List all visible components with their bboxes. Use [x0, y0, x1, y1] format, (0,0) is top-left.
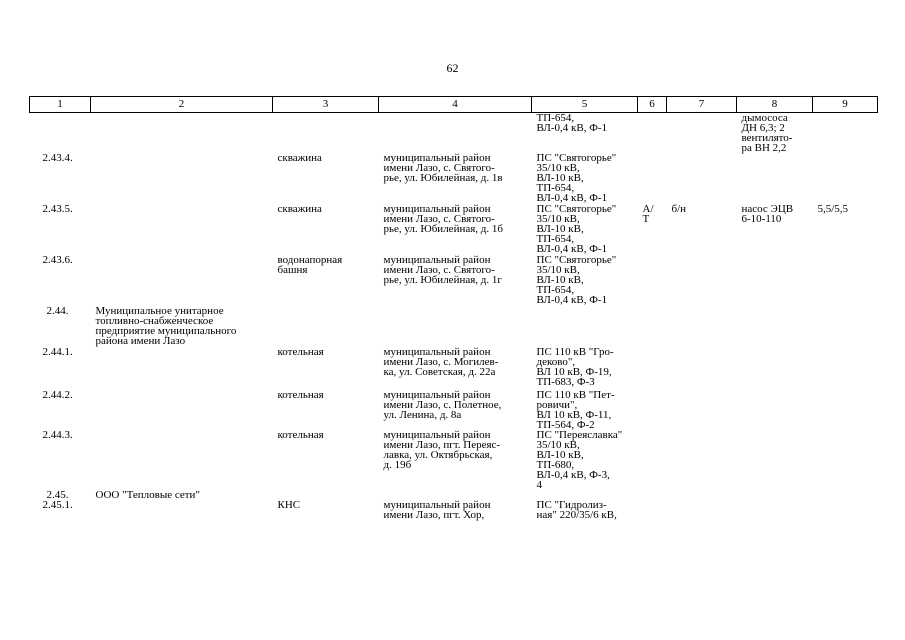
cell-address: муниципальный район имени Лазо, с. Могилев- ка, ул. Советская, д. 22а — [383, 346, 499, 378]
cell-equipment — [737, 500, 813, 524]
column-header-7: 7 — [667, 97, 737, 113]
cell-address — [379, 306, 532, 347]
cell-power — [813, 490, 878, 500]
cell-power — [813, 113, 878, 154]
cell-col7 — [667, 306, 737, 347]
cell-power — [813, 390, 878, 430]
cell-col7 — [667, 430, 737, 490]
table-row — [30, 347, 878, 390]
cell-object: водонапорная башня — [277, 254, 343, 276]
cell-address: муниципальный район имени Лазо, с. Святого- рье, ул. Юбилейная, д. 1б — [383, 203, 503, 235]
cell-col6 — [638, 490, 667, 500]
cell-object: котельная — [277, 346, 324, 358]
cell-organization — [91, 430, 273, 490]
cell-col6 — [638, 347, 667, 390]
cell-object — [273, 306, 379, 347]
column-header-4: 4 — [379, 97, 532, 113]
cell-power — [813, 500, 878, 524]
column-header-6: 6 — [638, 97, 667, 113]
cell-equipment — [737, 390, 813, 430]
cell-equipment: дымососа ДН 6,3; 2 вентилято- ра ВН 2,2 — [741, 112, 793, 154]
table-body — [30, 113, 878, 525]
cell-organization — [91, 204, 273, 255]
page-number: 62 — [446, 61, 459, 75]
table-row — [30, 153, 878, 204]
cell-power — [813, 306, 878, 347]
column-header-1: 1 — [30, 97, 91, 113]
cell-number: 2.43.4. — [42, 152, 73, 164]
cell-power — [813, 430, 878, 490]
cell-equipment — [737, 306, 813, 347]
cell-col6 — [638, 255, 667, 306]
cell-organization: Муниципальное унитарное топливно-снабженческое предприятие муниципального района имени Лазо — [95, 305, 237, 347]
cell-equipment — [737, 490, 813, 500]
cell-col6 — [638, 306, 667, 347]
cell-address: муниципальный район имени Лазо, пгт. Хор, — [383, 499, 491, 521]
cell-col7 — [667, 113, 737, 154]
cell-organization — [91, 153, 273, 204]
cell-address — [379, 113, 532, 154]
cell-power — [813, 255, 878, 306]
cell-object: скважина — [277, 203, 322, 215]
cell-power — [813, 347, 878, 390]
column-header-9: 9 — [813, 97, 878, 113]
cell-col7 — [667, 490, 737, 500]
cell-col7 — [667, 153, 737, 204]
cell-col6: А/ Т — [642, 203, 654, 225]
cell-address: муниципальный район имени Лазо, с. Полетное, ул. Ленина, д. 8а — [383, 389, 502, 421]
cell-number: 2.45. — [46, 489, 69, 501]
cell-number: 2.43.6. — [42, 254, 73, 266]
cell-organization: ООО "Тепловые сети" — [95, 489, 200, 501]
cell-col6 — [638, 153, 667, 204]
column-header-5: 5 — [532, 97, 638, 113]
cell-organization — [91, 390, 273, 430]
cell-equipment — [737, 153, 813, 204]
cell-equipment — [737, 255, 813, 306]
cell-col6 — [638, 390, 667, 430]
table-row — [30, 255, 878, 306]
cell-object: КНС — [277, 499, 301, 511]
cell-power-source: ПС "Гидролиз- ная" 220/35/6 кВ, — [536, 499, 617, 521]
cell-equipment — [737, 347, 813, 390]
cell-organization — [91, 500, 273, 524]
table-row — [30, 390, 878, 430]
table-row — [30, 113, 878, 154]
column-header-3: 3 — [273, 97, 379, 113]
cell-number: 2.44.1. — [42, 346, 73, 358]
cell-col7 — [667, 500, 737, 524]
cell-col7 — [667, 255, 737, 306]
cell-object — [273, 113, 379, 154]
table-row — [30, 430, 878, 490]
cell-number: 2.44.2. — [42, 389, 73, 401]
cell-power-source: ТП-654, ВЛ-0,4 кВ, Ф-1 — [536, 112, 608, 134]
cell-address: муниципальный район имени Лазо, с. Святого- рье, ул. Юбилейная, д. 1в — [383, 152, 503, 184]
cell-power-source — [532, 306, 638, 347]
cell-power: 5,5/5,5 — [817, 203, 849, 215]
cell-power — [813, 153, 878, 204]
cell-power-source: ПС "Святогорье" 35/10 кВ, ВЛ-10 кВ, ТП-654, ВЛ-0,4 кВ, Ф-1 — [536, 254, 617, 306]
cell-number: 2.45.1. — [42, 499, 73, 511]
cell-number: 2.44.3. — [42, 429, 73, 441]
cell-col7: б/н — [671, 203, 687, 215]
cell-object: котельная — [277, 429, 324, 441]
cell-power-source: ПС "Переяславка" 35/10 кВ, ВЛ-10 кВ, ТП-680, ВЛ-0,4 кВ, Ф-3, 4 — [536, 429, 623, 491]
data-table — [29, 96, 878, 524]
cell-object: котельная — [277, 389, 324, 401]
table-header — [30, 97, 878, 113]
cell-organization — [91, 113, 273, 154]
cell-equipment — [737, 430, 813, 490]
cell-col6 — [638, 500, 667, 524]
cell-number — [30, 113, 91, 154]
cell-number: 2.43.5. — [42, 203, 73, 215]
cell-col6 — [638, 430, 667, 490]
cell-address: муниципальный район имени Лазо, пгт. Переяс- лавка, ул. Октябрьская, д. 19б — [383, 429, 501, 471]
cell-col6 — [638, 113, 667, 154]
cell-power-source: ПС 110 кВ "Гро- деково", ВЛ 10 кВ, Ф-19, ТП-683, Ф-3 — [536, 346, 614, 388]
cell-power-source: ПС "Святогорье" 35/10 кВ, ВЛ-10 кВ, ТП-654, ВЛ-0,4 кВ, Ф-1 — [536, 203, 617, 255]
cell-address: муниципальный район имени Лазо, с. Святого- рье, ул. Юбилейная, д. 1г — [383, 254, 502, 286]
cell-power-source: ПС 110 кВ "Пет- ровичи", ВЛ 10 кВ, Ф-11, ТП-564, Ф-2 — [536, 389, 615, 431]
table-row — [30, 500, 878, 524]
cell-organization — [91, 347, 273, 390]
cell-equipment: насос ЭЦВ 6-10-110 — [741, 203, 794, 225]
cell-object: скважина — [277, 152, 322, 164]
table-row — [30, 204, 878, 255]
cell-col7 — [667, 390, 737, 430]
cell-number: 2.44. — [46, 305, 69, 317]
table-row — [30, 306, 878, 347]
cell-power-source: ПС "Святогорье" 35/10 кВ, ВЛ-10 кВ, ТП-654, ВЛ-0,4 кВ, Ф-1 — [536, 152, 617, 204]
cell-col7 — [667, 347, 737, 390]
column-header-2: 2 — [91, 97, 273, 113]
cell-organization — [91, 255, 273, 306]
column-header-8: 8 — [737, 97, 813, 113]
